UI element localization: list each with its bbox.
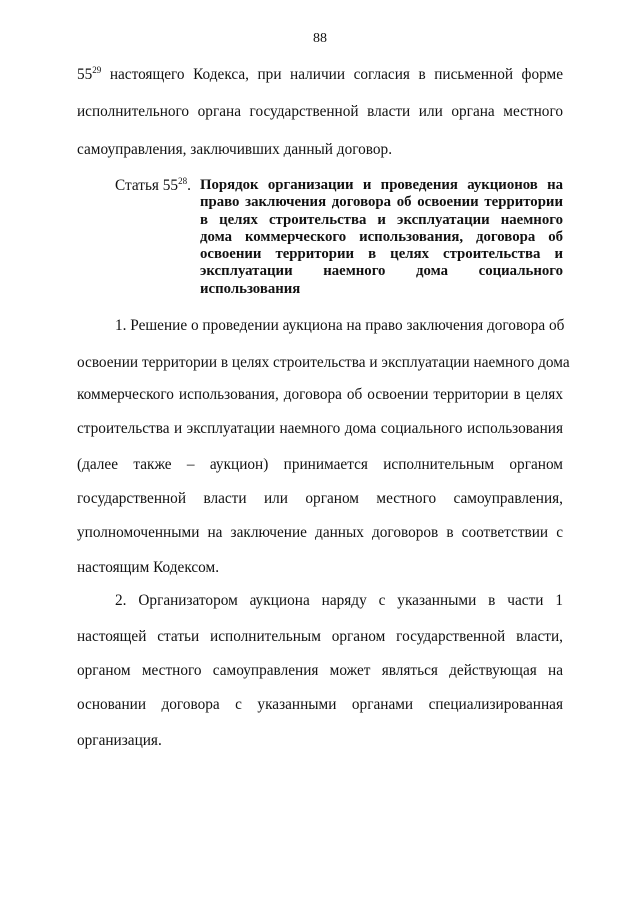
paragraph-1-line: строительства и эксплуатации наемного дома социального использования — [77, 420, 563, 437]
intro-ref-sup: 29 — [92, 65, 102, 75]
paragraph-1-line: освоении территории в целях строительства и эксплуатации наемного дома — [77, 354, 570, 371]
paragraph-1-line: коммерческого использования, договора об освоении территории в целях — [77, 386, 563, 403]
paragraph-2-line: основании договора с указанными органами специализированная — [77, 696, 563, 713]
paragraph-2-line: организация. — [77, 732, 162, 749]
intro-line-2: исполнительного органа государственной власти или органа местного — [77, 103, 563, 120]
paragraph-2-line: органом местного самоуправления может являться действующая на — [77, 662, 563, 679]
paragraph-2-line: настоящей статьи исполнительным органом государственной власти, — [77, 628, 563, 645]
article-label — [115, 177, 191, 195]
article-title-line: дома коммерческого использования, договора об — [200, 228, 563, 245]
paragraph-1-line: уполномоченными на заключение данных договоров в соответствии с — [77, 524, 563, 541]
article-title-line: эксплуатации наемного дома социального — [200, 263, 563, 280]
article-title-line: использования — [200, 280, 301, 297]
paragraph-1-line: государственной власти или органом местного самоуправления, — [77, 490, 563, 507]
article-title-line: право заключения договора об освоении территории — [200, 194, 563, 211]
intro-line-1 — [77, 66, 563, 84]
article-label-text: Статья 55 — [115, 177, 179, 194]
paragraph-2-line: 2. Организатором аукциона наряду с указанными в части 1 — [115, 592, 563, 609]
article-label-sup: 28 — [178, 176, 188, 186]
article-title-line: Порядок организации и проведения аукционов на — [200, 177, 563, 193]
article-title — [200, 177, 563, 298]
intro-line-3: самоуправления, заключивших данный договор. — [77, 141, 393, 158]
intro-line-1-text: настоящего Кодекса, при наличии согласия в письменной форме — [101, 66, 563, 83]
paragraph-1-line: (далее также – аукцион) принимается исполнительным органом — [77, 456, 563, 473]
article-title-line: освоении территории в целях строительства и — [200, 246, 563, 263]
intro-ref-base: 55 — [77, 66, 93, 83]
paragraph-1-line: 1. Решение о проведении аукциона на право заключения договора об — [115, 317, 565, 334]
article-title-line: в целях строительства и эксплуатации наемного — [200, 211, 563, 228]
article-label-dot: . — [187, 177, 191, 194]
page-number: 88 — [313, 31, 327, 46]
paragraph-1-line: настоящим Кодексом. — [77, 559, 220, 576]
